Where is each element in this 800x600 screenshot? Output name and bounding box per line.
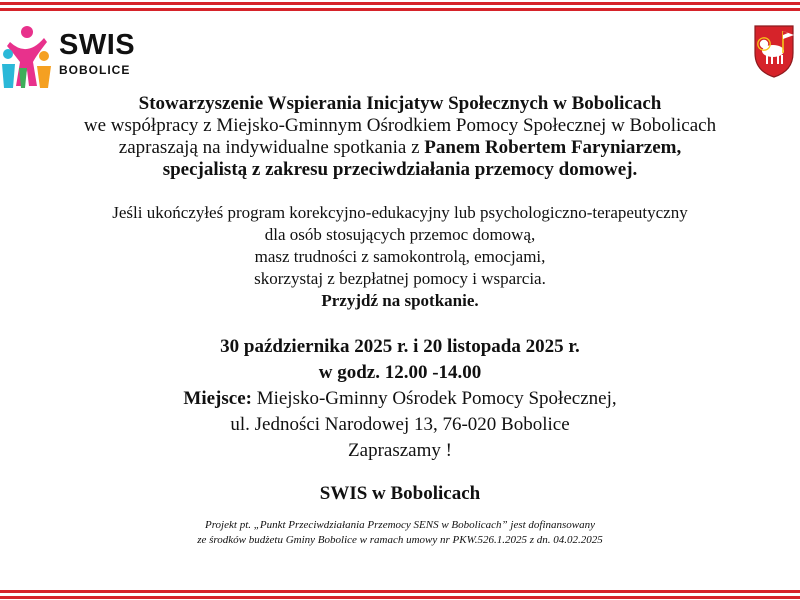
- meeting-place: [0, 386, 800, 412]
- invite-line: [0, 137, 800, 159]
- meeting-details: [0, 334, 800, 464]
- meeting-address: ul. Jedności Narodowej 13, 76-020 Bobolice: [230, 414, 570, 435]
- info-line: dla osób stosujących przemoc domową,: [264, 225, 536, 244]
- swis-logo: [0, 20, 150, 90]
- info-line: skorzystaj z bezpłatnej pomocy i wsparcia.: [254, 269, 546, 288]
- top-border-stripe: [0, 2, 800, 5]
- meeting-hours: w godz. 12.00 -14.00: [318, 362, 482, 383]
- meeting-dates: 30 października 2025 r. i 20 listopada 2025 r.: [220, 336, 580, 357]
- specialist-name: Panem Robertem Faryniarzem,: [424, 137, 682, 158]
- place-label: Miejsce:: [183, 388, 252, 409]
- call-to-action: Przyjdź na spotkanie.: [321, 291, 479, 310]
- bottom-border-stripe-inner: [0, 590, 800, 593]
- footer-line-2: ze środków budżetu Gminy Bobolice w ramach umowy nr PKW.526.1.2025 z dn. 04.02.2025: [197, 534, 603, 546]
- organization-name: Stowarzyszenie Wspierania Inicjatyw Społecznych w Bobolicach: [138, 93, 662, 114]
- top-border-stripe-inner: [0, 8, 800, 11]
- footer-line-1: Projekt pt. „Punkt Przeciwdziałania Przemocy SENS w Bobolicach” jest dofinansowany: [204, 519, 596, 531]
- logo-title: SWIS: [59, 29, 136, 61]
- bottom-border-stripe: [0, 596, 800, 599]
- people-figures-icon: [0, 24, 56, 88]
- place-value: Miejsko-Gminny Ośrodek Pomocy Społecznej,: [251, 388, 617, 409]
- funding-footer: [0, 518, 800, 548]
- logo-subtitle: BOBOLICE: [59, 63, 131, 77]
- specialist-role: specjalistą z zakresu przeciwdziałania przemocy domowej.: [162, 159, 638, 180]
- invitation-text: Zapraszamy !: [348, 440, 452, 461]
- intro-section: [0, 93, 800, 181]
- cooperation-line: we współpracy z Miejsko-Gminnym Ośrodkiem Pomocy Społecznej w Bobolicach: [83, 115, 717, 136]
- invitation-content: [0, 93, 800, 548]
- info-section: [0, 202, 800, 312]
- info-line: Jeśli ukończyłeś program korekcyjno-edukacyjny lub psychologiczno-terapeutyczny: [112, 203, 688, 222]
- logo-text: [59, 30, 135, 77]
- info-line: masz trudności z samokontrolą, emocjami,: [254, 247, 546, 266]
- white-lamb-on-red-shield-icon: [752, 23, 796, 79]
- signature: SWIS w Bobolicach: [319, 483, 481, 504]
- invite-prefix: zapraszają na indywidualne spotkania z: [118, 137, 425, 158]
